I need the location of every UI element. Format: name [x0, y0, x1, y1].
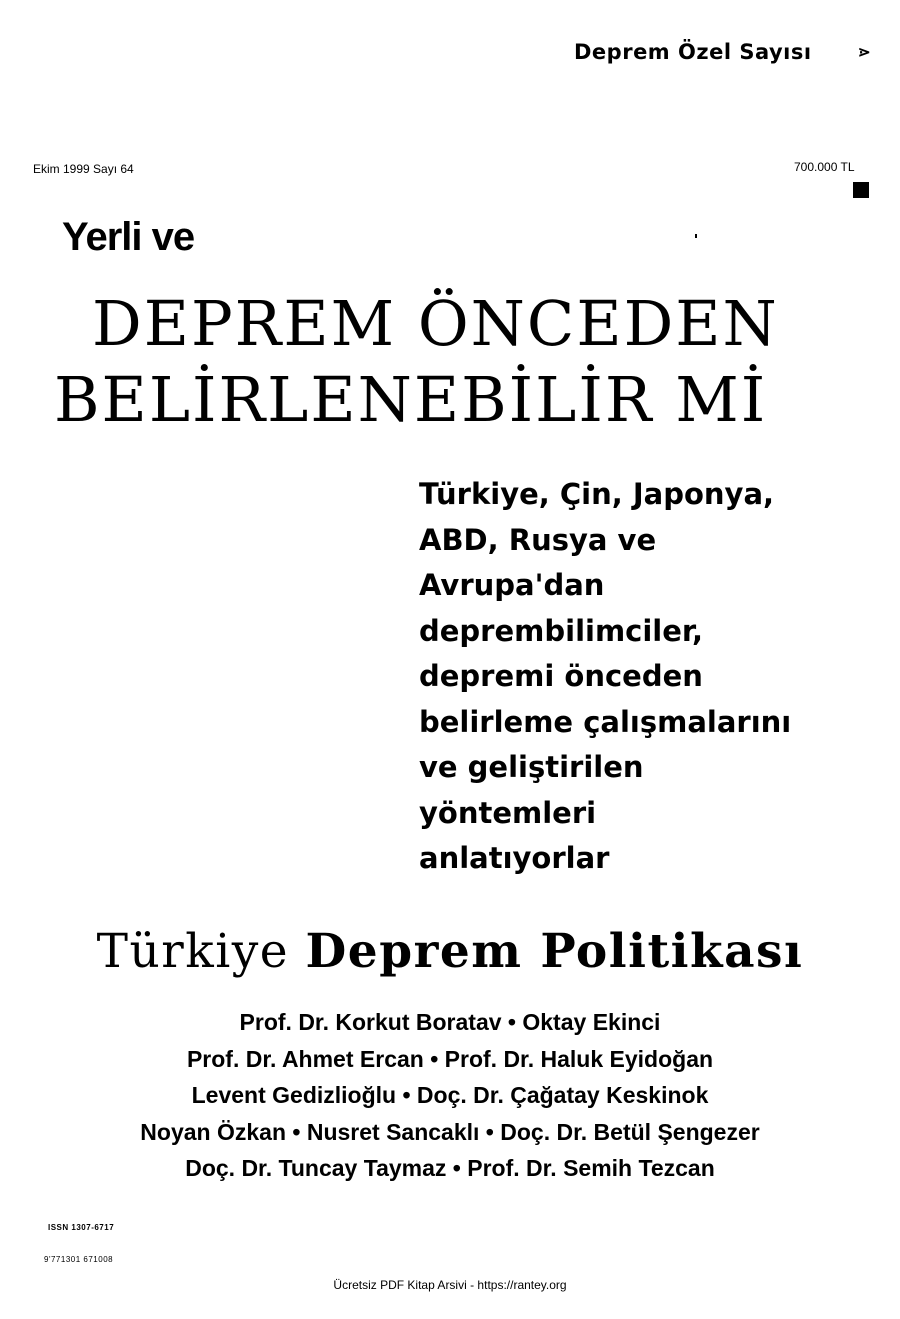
- author-line: Prof. Dr. Ahmet Ercan • Prof. Dr. Haluk Eyidoğan: [186, 1045, 714, 1072]
- print-tick-mark: [695, 234, 697, 238]
- subtitle-line: ABD, Rusya ve: [419, 522, 657, 557]
- policy-heading-regular: Türkiye: [96, 924, 290, 979]
- issn-label: ISSN 1307-6717: [48, 1223, 115, 1232]
- headline-line-1: DEPREM ÖNCEDEN: [92, 287, 779, 360]
- author-line: Levent Gedizlioğlu • Doç. Dr. Çağatay Keskinok: [191, 1082, 709, 1108]
- author-line: Noyan Özkan • Nusret Sancaklı • Doç. Dr. Betül Şengezer: [140, 1118, 760, 1145]
- subtitle-line: belirleme çalışmalarını: [419, 704, 792, 739]
- footer-text: Ücretsiz PDF Kitap Arsivi - https://rantey.org: [333, 1278, 567, 1292]
- policy-heading: [0, 924, 900, 979]
- special-issue-label: Deprem Özel Sayısı: [574, 40, 812, 64]
- subtitle-line: deprembilimciler,: [419, 613, 703, 648]
- black-square-mark: [853, 182, 869, 198]
- subtitle-line: Avrupa'dan: [419, 568, 605, 602]
- author-list: [0, 1004, 900, 1187]
- subtitle-line: Türkiye, Çin, Japonya,: [419, 477, 775, 511]
- policy-heading-bold: Deprem Politikası: [305, 924, 804, 979]
- subtitle-line: depremi önceden: [419, 659, 703, 693]
- subtitle-line: ve geliştirilen: [419, 750, 644, 784]
- subtitle-line: anlatıyorlar: [419, 841, 610, 875]
- headline-line-2: BELİRLENEBİLİR Mİ: [54, 363, 768, 436]
- corner-mark-icon: ⋗: [858, 44, 871, 61]
- author-line: Doç. Dr. Tuncay Taymaz • Prof. Dr. Semih Tezcan: [185, 1155, 715, 1181]
- barcode-number: 9'771301 671008: [44, 1255, 114, 1264]
- issue-date: Ekim 1999 Sayı 64: [33, 162, 134, 176]
- price: 700.000 TL: [794, 160, 855, 174]
- author-line: Prof. Dr. Korkut Boratav • Oktay Ekinci: [239, 1009, 661, 1035]
- cover-kicker: Yerli ve: [62, 215, 195, 259]
- cover-subtitle: [419, 472, 859, 882]
- subtitle-line: yöntemleri: [419, 795, 597, 830]
